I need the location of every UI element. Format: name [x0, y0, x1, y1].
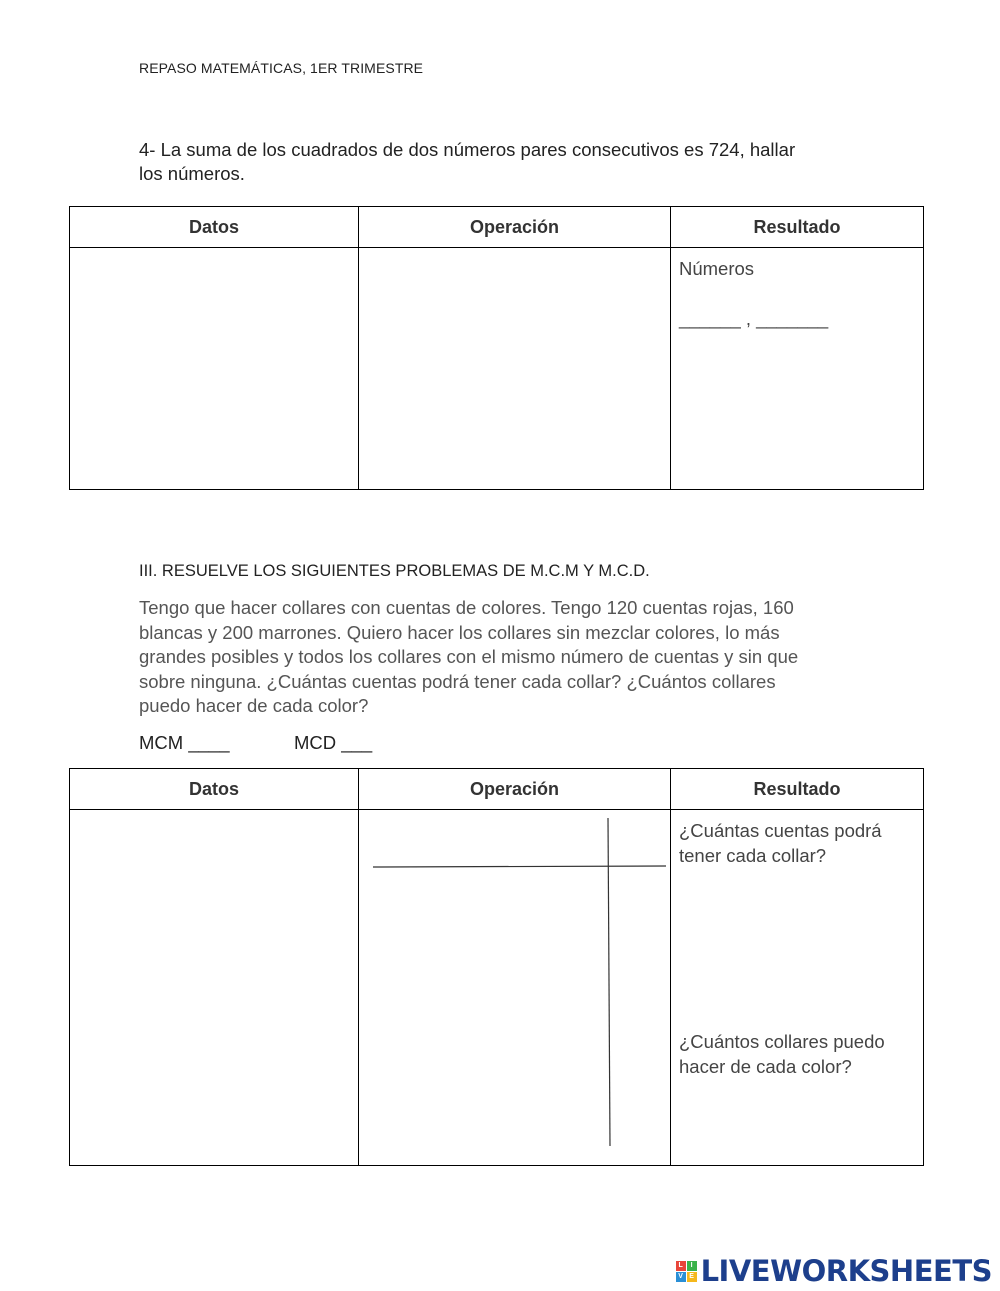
section-3-problem — [139, 596, 859, 719]
table-header-row — [70, 207, 923, 248]
division-vertical-line — [608, 818, 610, 1146]
liveworksheets-logo — [676, 1254, 992, 1288]
header-datos: Datos — [70, 207, 359, 247]
resultado-cell[interactable] — [671, 248, 923, 489]
logo-block-l: L — [676, 1261, 686, 1271]
operacion-cell[interactable] — [359, 810, 671, 1165]
page-header: REPASO MATEMÁTICAS, 1ER TRIMESTRE — [139, 60, 424, 76]
result-blanks[interactable]: ______ , _______ — [679, 308, 829, 329]
logo-block-e: E — [687, 1272, 697, 1282]
question-2 — [679, 1029, 885, 1079]
problem-4-line-2: los números. — [139, 163, 245, 184]
table-body-row — [70, 248, 923, 489]
problem-line-3: grandes posibles y todos los collares con el mismo número de cuentas y sin que — [139, 646, 799, 667]
problem-line-1: Tengo que hacer collares con cuentas de colores. Tengo 120 cuentas rojas, 160 — [139, 597, 794, 618]
header-resultado: Resultado — [753, 778, 841, 799]
problem-4-table — [69, 206, 924, 490]
table-header-row — [70, 769, 923, 810]
question-2-line-1: ¿Cuántos collares puedo — [679, 1031, 885, 1052]
resultado-cell[interactable] — [671, 810, 923, 1165]
table-body-row — [70, 810, 923, 1165]
problem-4-line-1: 4- La suma de los cuadrados de dos números pares consecutivos es 724, hallar — [139, 139, 796, 160]
problem-line-4: sobre ninguna. ¿Cuántas cuentas podrá tener cada collar? ¿Cuántos collares — [139, 670, 776, 692]
question-1-line-1: ¿Cuántas cuentas podrá — [679, 820, 882, 841]
division-horizontal-line — [373, 866, 666, 867]
section-3-table — [69, 768, 924, 1166]
section-3-title: III. RESUELVE LOS SIGUIENTES PROBLEMAS DE M.C.M Y M.C.D. — [139, 562, 650, 580]
operacion-cell[interactable] — [359, 248, 671, 489]
logo-brand-text: LIVEWORKSHEETS — [700, 1254, 992, 1288]
question-2-line-2: hacer de cada color? — [679, 1056, 852, 1077]
logo-block-v: V — [676, 1272, 686, 1282]
header-operacion: Operación — [359, 207, 671, 247]
question-1-line-2: tener cada collar? — [679, 845, 827, 866]
header-datos: Datos — [70, 769, 359, 809]
mcd-blank[interactable]: MCD ___ — [294, 732, 373, 753]
logo-block-i: I — [687, 1261, 697, 1271]
datos-cell[interactable] — [70, 810, 359, 1165]
problem-line-2: blancas y 200 marrones. Quiero hacer los collares sin mezclar colores, lo más — [139, 621, 780, 643]
problem-4-statement — [139, 138, 859, 186]
header-resultado: Resultado — [753, 216, 841, 237]
header-operacion: Operación — [359, 769, 671, 809]
question-1 — [679, 818, 882, 868]
result-label: Números — [679, 258, 755, 279]
logo-blocks-icon — [676, 1261, 697, 1282]
datos-cell[interactable] — [70, 248, 359, 489]
mcm-blank[interactable]: MCM ____ — [139, 732, 230, 753]
problem-line-5: puedo hacer de cada color? — [139, 695, 369, 716]
division-lines — [359, 810, 669, 1165]
